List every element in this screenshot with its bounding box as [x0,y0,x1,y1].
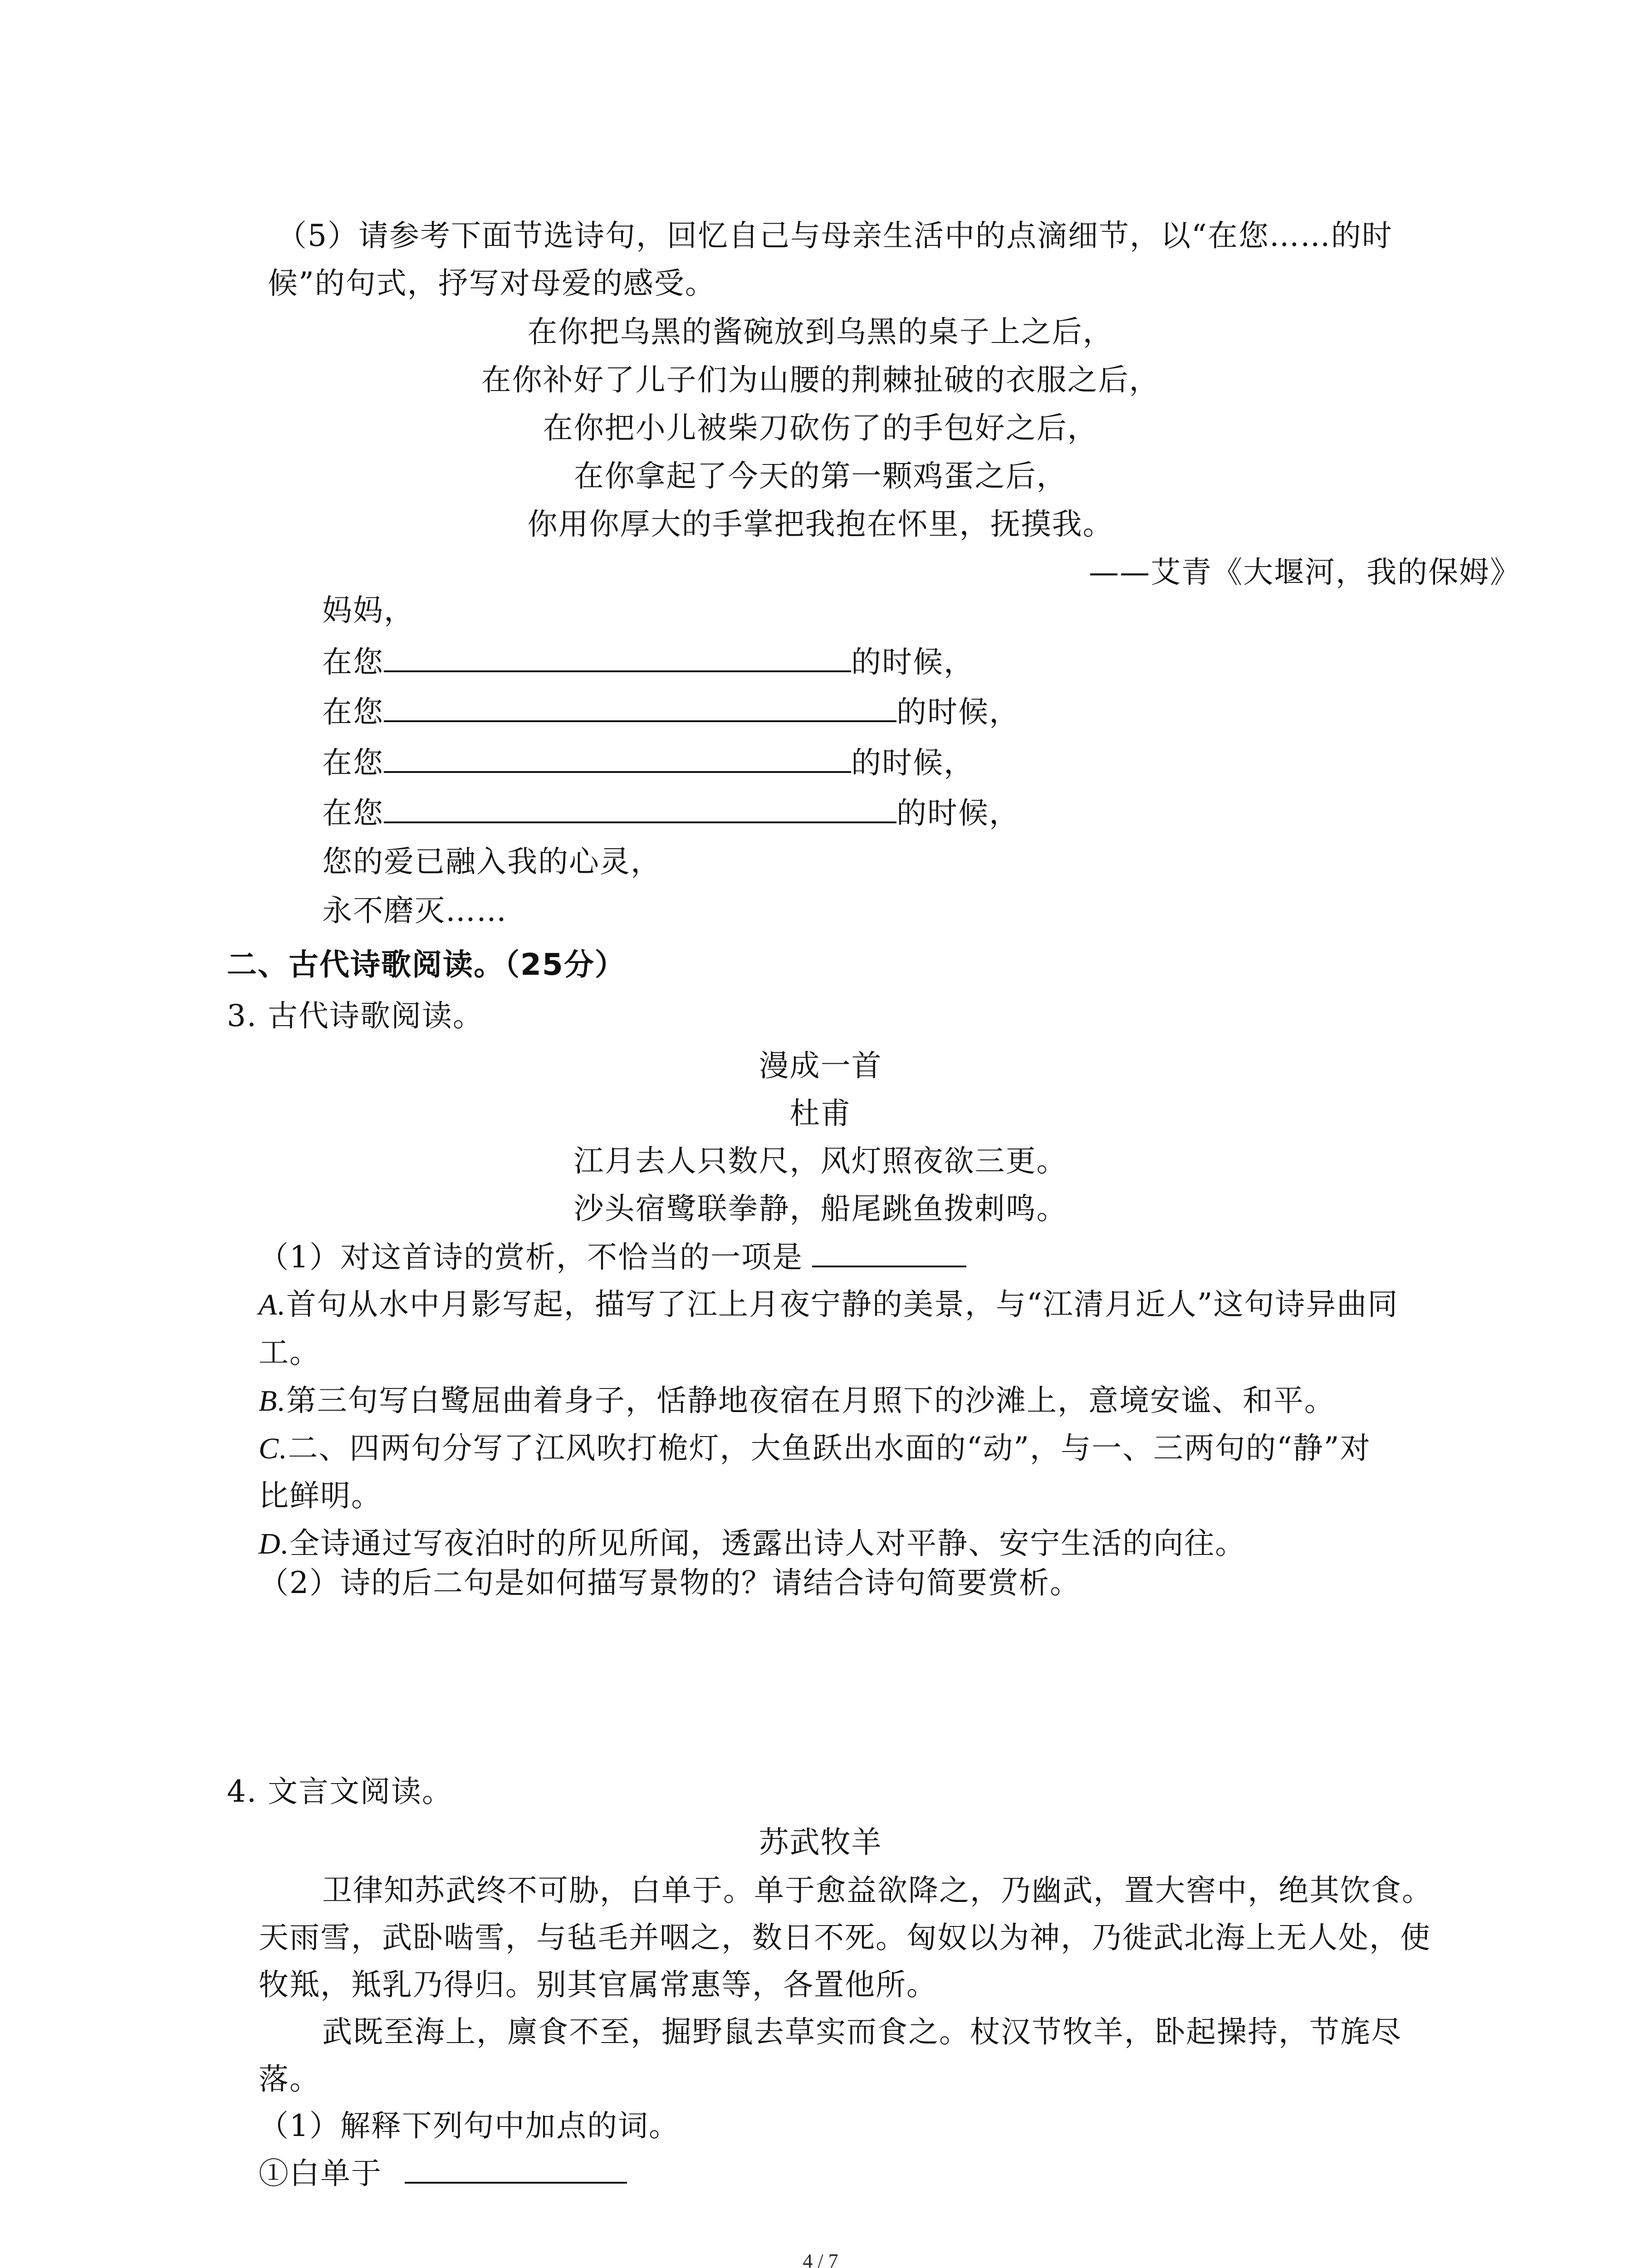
section-heading: 二、古代诗歌阅读。（25分） [227,947,626,982]
q3-sub2: （2）诗的后二句是如何描写景物的？请结合诗句简要赏析。 [259,1565,1081,1600]
option-d-line1 [259,1521,1246,1567]
q4-para1-line3: 牧羝，羝乳乃得归。别其官属常惠等，各置他所。 [259,1967,937,2002]
fill-row-4-prefix: 在您 [322,796,384,831]
option-a-letter: A. [259,1288,286,1321]
q4-para1-line1: 卫律知苏武终不可胁，白单于。单于愈益欲降之，乃幽武，置大窖中，绝其饮食。 [322,1873,1433,1908]
poem-line-3: 在你把小儿被柴刀砍伤了的手包好之后， [543,411,1098,445]
fill-blank-2[interactable] [384,689,896,722]
poem-attribution: ——艾青《大堰河，我的保姆》 [1089,555,1521,590]
option-d-text: 全诗通过写夜泊时的所见所闻，透露出诗人对平静、安宁生活的向往。 [289,1526,1246,1561]
poem-line-1: 在你把乌黑的酱碗放到乌黑的桌子上之后， [527,314,1114,349]
fill-row-4-suffix: 的时候， [896,796,1020,831]
fill-row-1-suffix: 的时候， [851,645,975,679]
fill-row-1 [322,639,975,685]
option-b-letter: B. [259,1384,286,1418]
fill-row-1-prefix: 在您 [322,645,384,679]
fill-row-3-prefix: 在您 [322,745,384,780]
option-c-line1 [259,1426,1371,1471]
poem-line-2: 在你补好了儿子们为山腰的荆棘扯破的衣服之后， [481,362,1160,397]
q4-passage-title: 苏武牧羊 [759,1825,882,1860]
poem-line-5: 你用你厚大的手掌把我抱在怀里，抚摸我。 [527,507,1114,542]
q4-sub1: （1）解释下列句中加点的词。 [259,2108,680,2143]
option-a-line1 [259,1282,1398,1328]
mama-line: 妈妈， [322,593,415,628]
fill-row-3 [322,739,975,786]
fill-row-2-prefix: 在您 [322,694,384,729]
option-c-letter: C. [259,1432,288,1465]
page-number: 4 / 7 [803,2250,838,2268]
fill-row-3-suffix: 的时候， [851,745,975,780]
q3-poem-line-2: 沙头宿鹭联拳静，船尾跳鱼拨剌鸣。 [573,1191,1068,1226]
q3-sub1-text: （1）对这首诗的赏析，不恰当的一项是 [259,1240,803,1275]
fill-row-4 [322,790,1020,836]
closing-line-2: 永不磨灭…… [322,893,507,928]
q3-poem-line-1: 江月去人只数尺，风灯照夜欲三更。 [573,1144,1068,1178]
q4-para1-line2: 天雨雪，武卧啮雪，与毡毛并咽之，数日不死。匈奴以为神，乃徙武北海上无人处，使 [259,1920,1431,1955]
fill-blank-3[interactable] [384,739,851,773]
q3-poem-title: 漫成一首 [759,1048,882,1083]
q5-prompt-line1: （5）请参考下面节选诗句，回忆自己与母亲生活中的点滴细节，以“在您……的时 [277,218,1393,253]
poem-line-4: 在你拿起了今天的第一颗鸡蛋之后， [573,459,1068,494]
option-a-text: 首句从水中月影写起，描写了江上月夜宁静的美景，与“江清月近人”这句诗异曲同 [286,1287,1399,1322]
option-d-letter: D. [259,1527,290,1560]
fill-row-2 [322,689,1020,735]
q4-title: 4. 文言文阅读。 [227,1774,453,1809]
q4-para2-line1: 武既至海上，廪食不至，掘野鼠去草实而食之。杖汉节牧羊，卧起操持，节旄尽 [322,2014,1402,2049]
option-c-text: 二、四两句分写了江风吹打桅灯，大鱼跃出水面的“动”，与一、三两句的“静”对 [288,1431,1371,1466]
q5-prompt-line2: 候”的句式，抒写对母爱的感受。 [268,266,716,301]
fill-blank-1[interactable] [384,639,851,672]
q3-sub1 [259,1234,966,1280]
q4-para2-line2: 落。 [259,2062,320,2097]
q3-sub1-blank[interactable] [812,1234,966,1267]
closing-line-1: 您的爱已融入我的心灵， [322,844,661,879]
option-b-line1 [259,1378,1335,1424]
q4-item1 [259,2150,627,2196]
q3-title: 3. 古代诗歌阅读。 [227,998,484,1033]
fill-blank-4[interactable] [384,790,896,823]
option-c-line2: 比鲜明。 [259,1478,382,1513]
option-a-line2: 工。 [259,1335,320,1370]
q4-item1-text: ①白单于 [259,2156,382,2191]
q3-poem-author: 杜甫 [789,1096,852,1131]
fill-row-2-suffix: 的时候， [896,694,1020,729]
q4-item1-blank[interactable] [405,2150,627,2184]
option-b-text: 第三句写白鹭屈曲着身子，恬静地夜宿在月照下的沙滩上，意境安谧、和平。 [286,1383,1335,1418]
